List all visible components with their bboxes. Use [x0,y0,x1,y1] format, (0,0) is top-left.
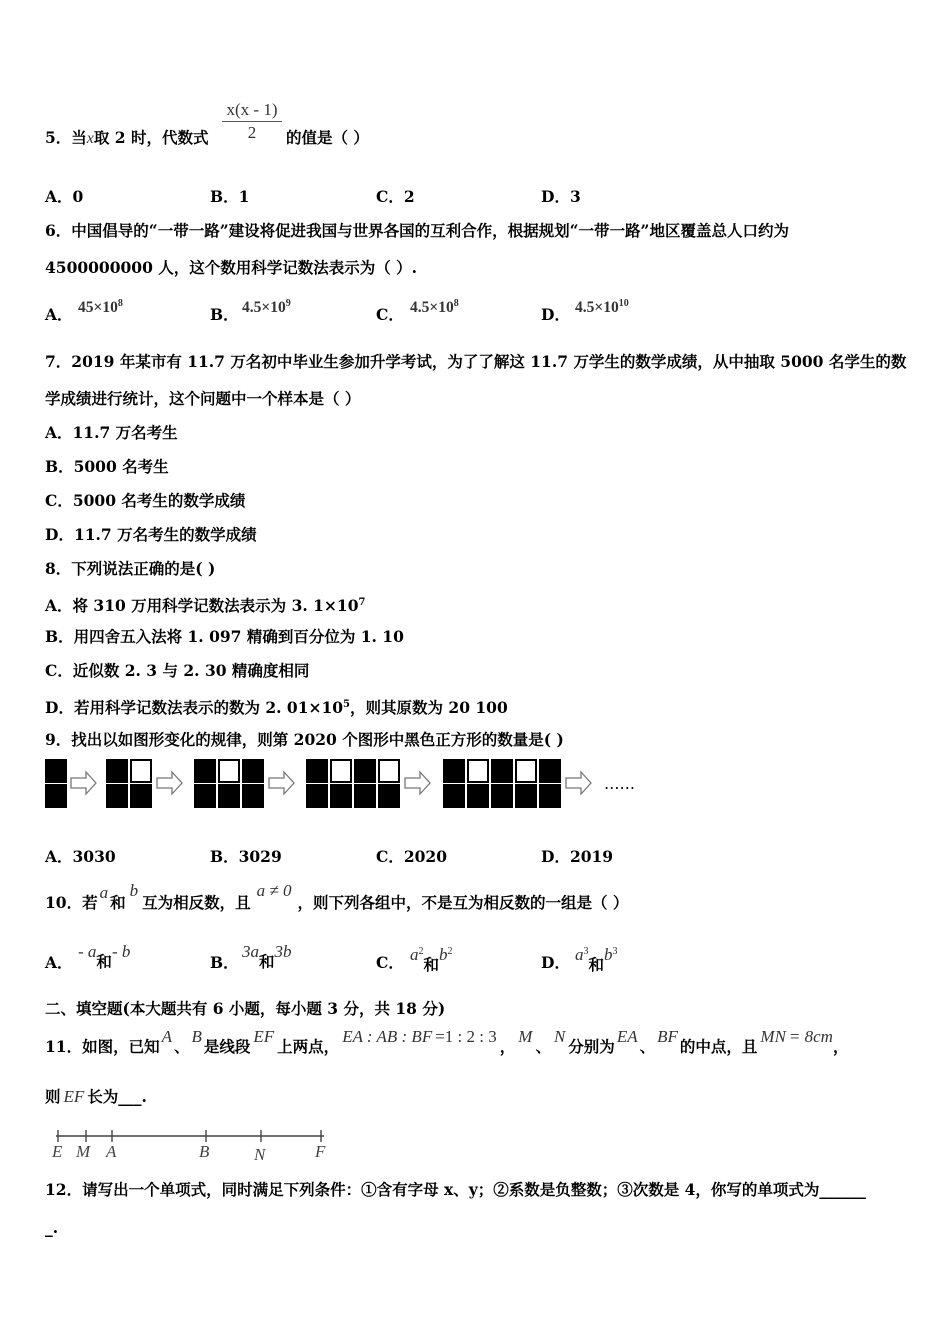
q5-text-c: 的值是（ ） [286,128,369,147]
q10-stem: 10．若a和b互为相反数，且a ≠ 0，则下列各组中，不是互为相反数的一组是（ ） [45,881,629,912]
q6-option-a: $45\times 10^8$ [78,298,123,317]
q10-option-d-letter: D． [541,953,570,972]
q11-segment-figure [48,1124,338,1164]
q11-label-e: E [52,1142,63,1161]
q6-option-b: $4.5\times 10^9$ [242,298,291,317]
q5-option-d: D．3 [541,187,581,206]
q6-option-d: $4.5\times 10^{10}$ [575,298,629,317]
q5-text-a: 5．当 [45,128,87,147]
q5-fraction [222,100,282,143]
q6-line1: 6．中国倡导的“一带一路”建设将促进我国与世界各国的互利合作，根据规划“一带一路”地区覆盖总人口约为 [45,221,789,240]
q5-frac-den: 2 [247,123,257,142]
q8-option-d: D．若用科学记数法表示的数为 2. $01\times 10^5$，则其原数为 20 100 [45,698,508,718]
q6-option-c: $4.5\times 10^8$ [410,298,459,317]
q10-option-c-letter: C． [376,953,404,972]
q9-option-c: C．2020 [376,847,447,866]
q7-option-b: B．5000 名考生 [45,457,169,476]
q5-stem [45,128,208,149]
q11-label-n: N [254,1145,266,1164]
q11-label-m: M [76,1142,91,1161]
q11-stem: 11．如图，已知A、B是线段EF上两点，EA : AB : BF =1 : 2 : 3，M、N分别为EA、BF的中点，且MN = 8cm， [45,1027,849,1056]
q5-text-b: 取 2 时，代数式 [93,128,209,147]
q6-option-b-letter: B． [210,305,239,324]
q9-pattern-figure [44,758,604,810]
q7-option-a: A．11.7 万名考生 [45,423,178,442]
q7-line1: 7．2019 年某市有 11.7 万名初中毕业生参加升学考试，为了了解这 11.7 万学生的数学成绩，从中抽取 5000 名学生的数 [45,352,907,371]
q10-option-b: 3a和3b [242,942,292,971]
q11-label-b: B [199,1142,210,1161]
q10-option-b-letter: B． [210,953,239,972]
q8-option-c: C．近似数 2. 3 与 2. 30 精确度相同 [45,661,310,680]
q7-option-d: D．11.7 万名考生的数学成绩 [45,525,257,544]
q7-option-c: C．5000 名考生的数学成绩 [45,491,246,510]
q11-label-a: A [106,1142,117,1161]
q10-option-a-letter: A． [45,953,73,972]
q10-option-c: $a^2$和$b^2$ [410,945,453,975]
q6-option-c-letter: C． [376,305,404,324]
q9-stem: 9．找出以如图形变化的规律，则第 2020 个图形中黑色正方形的数量是( ) [45,730,564,749]
q8-stem: 8．下列说法正确的是( ) [45,559,216,578]
q8-option-a: A．将 310 万用科学记数法表示为 3. $1\times 10^7$ [45,596,366,616]
q9-option-a: A．3030 [45,847,116,866]
q11-label-f: F [315,1142,326,1161]
q5-option-b: B．1 [210,187,250,206]
q10-option-d: $a^3$和$b^3$ [575,945,618,975]
q5-var-x: x [86,130,94,147]
q7-line2: 学成绩进行统计，这个问题中一个样本是（ ） [45,389,361,408]
q8-option-b: B．用四舍五入法将 1. 097 精确到百分位为 1. 10 [45,627,404,646]
q6-option-d-letter: D． [541,305,570,324]
q6-line2: 4500000000 人，这个数用科学记数法表示为（ ）. [45,258,418,277]
q9-option-d: D．2019 [541,847,614,866]
q12-line2: _. [45,1218,59,1237]
q9-ellipsis: …… [604,775,635,793]
q11-line2: 则 EF 长为___. [45,1087,147,1106]
q9-option-b: B．3029 [210,847,282,866]
q6-option-a-letter: A． [45,305,73,324]
section-2-heading: 二、填空题(本大题共有 6 小题，每小题 3 分，共 18 分) [45,999,446,1018]
q10-option-a: - a和- b [78,942,131,971]
q5-option-a: A．0 [45,187,84,206]
q12-line1: 12．请写出一个单项式，同时满足下列条件：①含有字母 x、y；②系数是负整数；③次数是 4，你写的单项式为______ [45,1180,866,1199]
q5-option-c: C．2 [376,187,415,206]
q5-frac-num: x(x - 1) [226,100,278,119]
